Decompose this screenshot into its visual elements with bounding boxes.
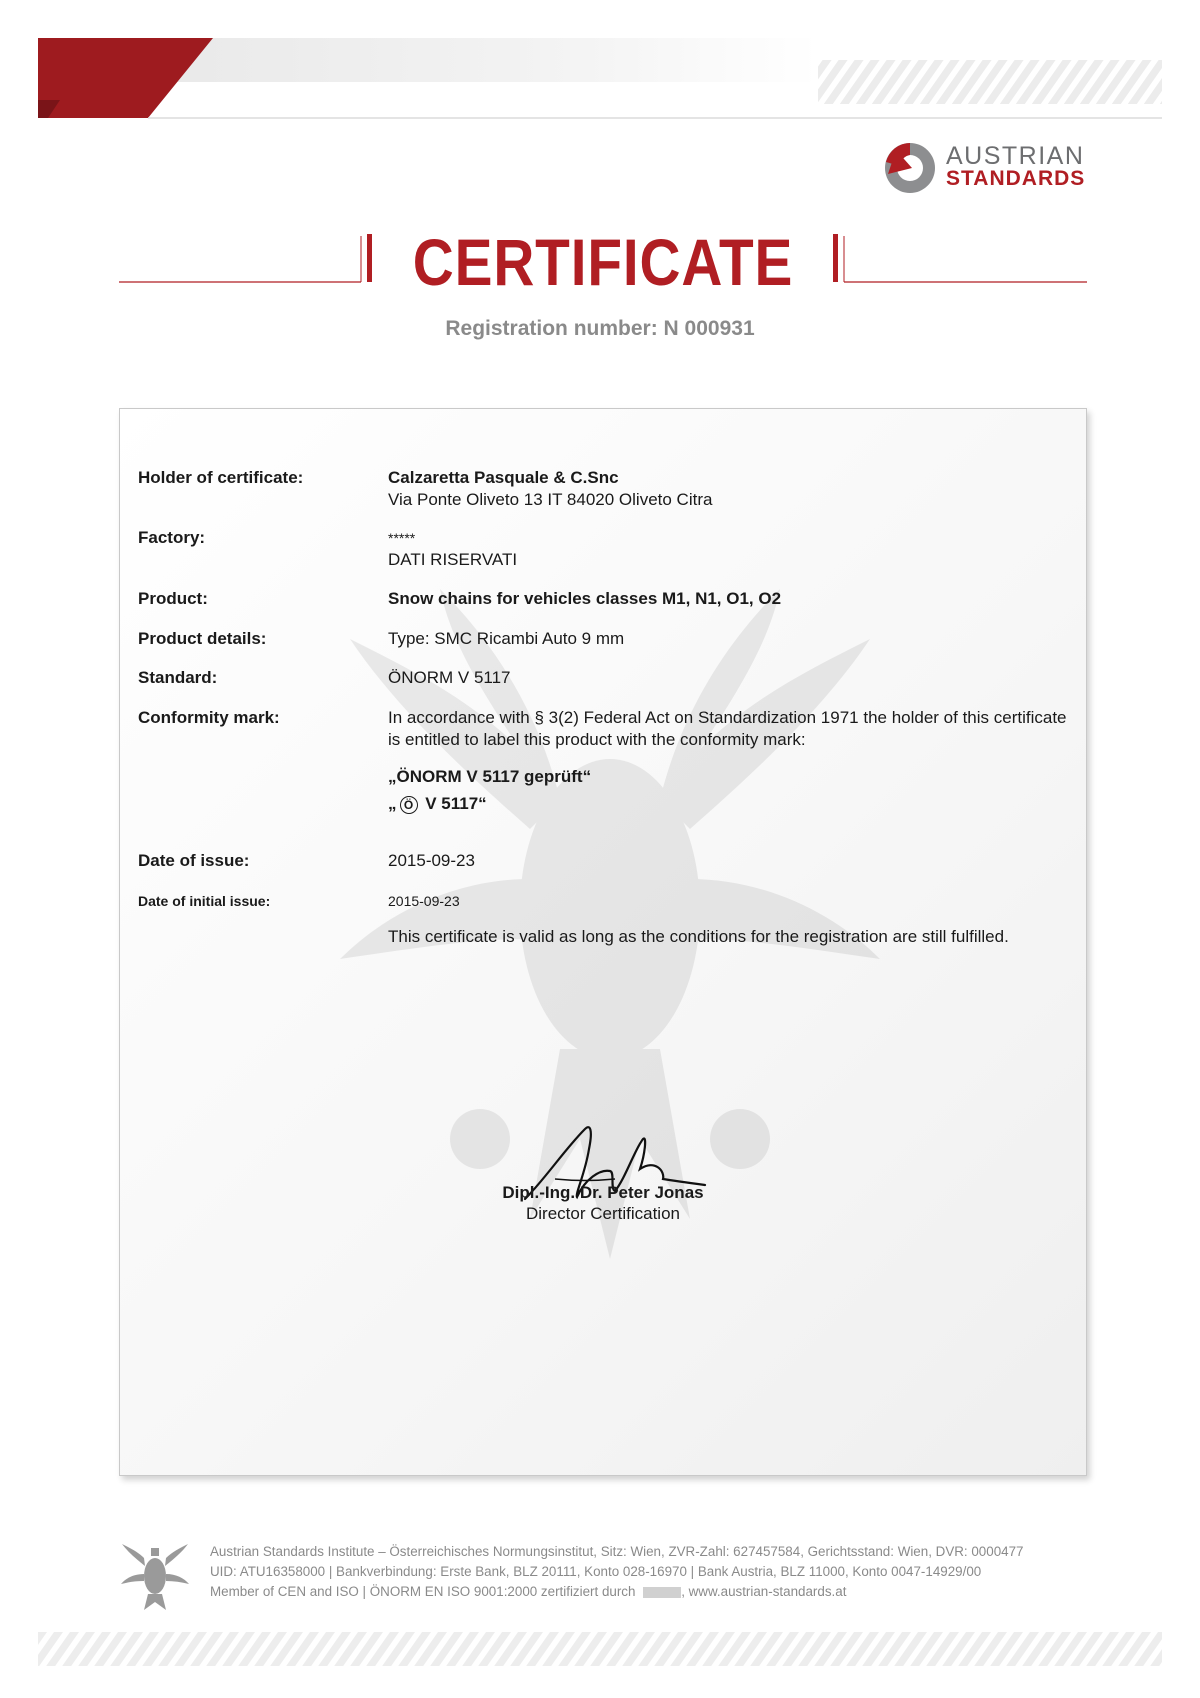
certification-badge-icon xyxy=(643,1587,681,1598)
factory-value xyxy=(388,527,1068,571)
standard-value: ÖNORM V 5117 xyxy=(388,668,511,687)
product-value: Snow chains for vehicles classes M1, N1, O1, O2 xyxy=(388,589,782,608)
factory-label: Factory: xyxy=(138,528,206,547)
conformity-label: Conformity mark: xyxy=(138,708,280,727)
holder-address: Via Ponte Oliveto 13 IT 84020 Oliveto Citra xyxy=(388,490,713,509)
factory-line2: DATI RISERVATI xyxy=(388,550,518,569)
austrian-eagle-icon xyxy=(120,1540,190,1612)
conformity-mark-1: „ÖNORM V 5117 geprüft“ xyxy=(388,767,592,786)
bottom-decorative-band xyxy=(38,1632,1162,1666)
signatory-title: Director Certification xyxy=(526,1204,680,1223)
top-decorative-band xyxy=(38,38,1162,126)
footer-line-3 xyxy=(210,1582,1110,1602)
footer-line-1: Austrian Standards Institute – Österreichisches Normungsinstitut, Sitz: Wien, ZVR-Zahl: 627457584, Gerichtsstand: Wien, DVR: 0000477 xyxy=(210,1544,1024,1559)
date-initial-label: Date of initial issue: xyxy=(138,893,271,909)
validity-statement: This certificate is valid as long as the conditions for the registration are still fulfilled. xyxy=(388,927,1009,946)
oenorm-symbol-icon: Ö xyxy=(400,796,418,814)
standard-label: Standard: xyxy=(138,668,218,687)
factory-line1: ***** xyxy=(388,530,416,546)
conformity-value xyxy=(388,707,1068,815)
footer-line-3a: Member of CEN and ISO | ÖNORM EN ISO 9001:2000 zertifiziert durch xyxy=(210,1584,636,1599)
holder-value xyxy=(388,467,1068,511)
logo-text-austrian: AUSTRIAN xyxy=(946,142,1085,170)
certificate-title: CERTIFICATE xyxy=(412,225,794,299)
footer-line-3b: , www.austrian-standards.at xyxy=(681,1584,847,1599)
date-issue-label: Date of issue: xyxy=(138,851,250,870)
certificate-card xyxy=(119,408,1087,1476)
footer-legal-text xyxy=(210,1542,1110,1602)
signatory-name: Dipl.-Ing. Dr. Peter Jonas xyxy=(502,1183,704,1202)
austrian-standards-logo xyxy=(882,140,1092,198)
product-details-label: Product details: xyxy=(138,629,267,648)
footer-line-2: UID: ATU16358000 | Bankverbindung: Erste Bank, BLZ 20111, Konto 028-16970 | Bank Austria, BLZ 11000, Konto 0047-14929/00 xyxy=(210,1564,982,1579)
product-label: Product: xyxy=(138,589,208,608)
holder-name: Calzaretta Pasquale & C.Snc xyxy=(388,468,619,487)
product-details-value: Type: SMC Ricambi Auto 9 mm xyxy=(388,629,625,648)
mark-text: V 5117“ xyxy=(420,794,487,813)
registration-number: Registration number: N 000931 xyxy=(445,317,755,340)
holder-label: Holder of certificate: xyxy=(138,468,304,487)
date-initial-value: 2015-09-23 xyxy=(388,893,460,909)
conformity-mark-2 xyxy=(388,793,1068,815)
logo-mark-icon xyxy=(882,140,938,196)
conformity-text: In accordance with § 3(2) Federal Act on Standardization 1971 the holder of this certificate is entitled to label this product with the conformity mark: xyxy=(388,708,1067,749)
date-issue-value: 2015-09-23 xyxy=(388,851,475,870)
title-row xyxy=(119,222,1087,299)
mark-quote-open: „ xyxy=(388,794,397,813)
logo-text-standards: STANDARDS xyxy=(946,167,1086,190)
